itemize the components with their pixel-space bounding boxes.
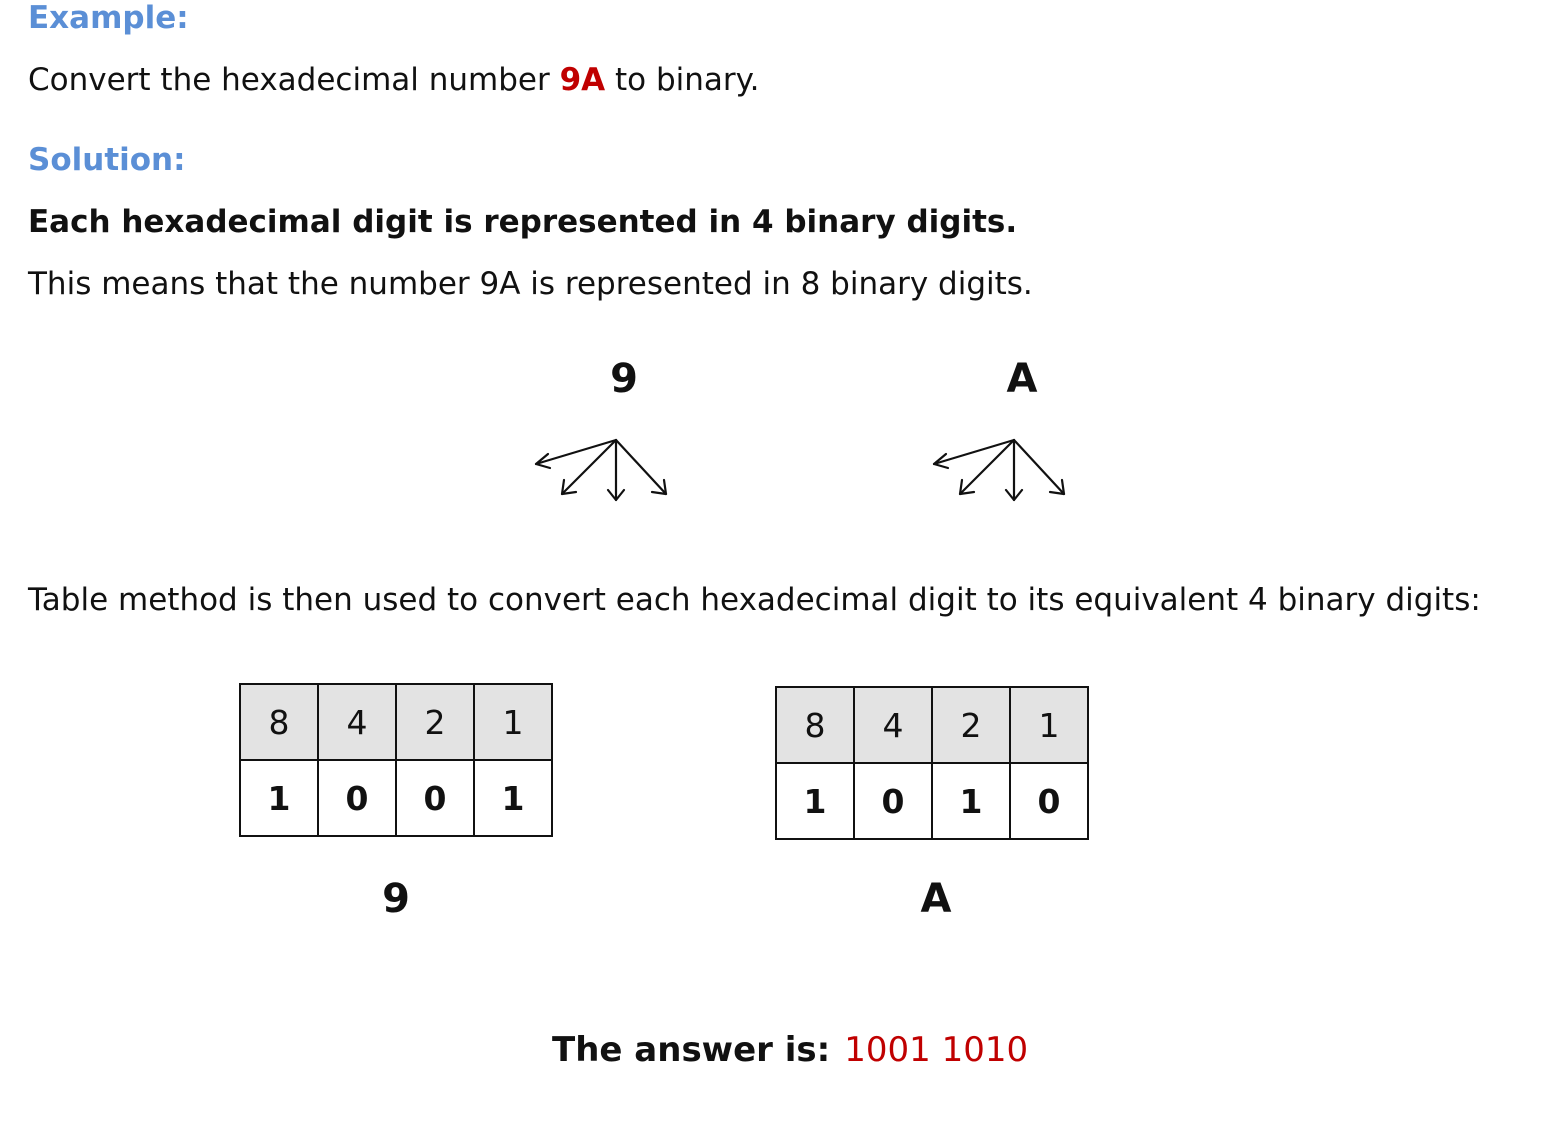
table-label-a: A	[920, 876, 952, 922]
split-arrows-icon	[528, 434, 678, 510]
answer-value: 1001 1010	[844, 1030, 1029, 1070]
table-intro-text: Table method is then used to convert each hexadecimal digit to its equivalent 4 binary digits:	[28, 582, 1481, 618]
question-number: 9A	[559, 62, 606, 98]
bit-cell: 0	[854, 763, 932, 839]
split-arrows-icon	[926, 434, 1076, 510]
answer-label: The answer is:	[552, 1030, 831, 1070]
weight-cell: 2	[396, 684, 474, 760]
question-text	[28, 62, 759, 98]
bit-cell: 1	[776, 763, 854, 839]
binary-table-9	[239, 683, 553, 837]
explanation-text: This means that the number 9A is represented in 8 binary digits.	[28, 266, 1033, 302]
weight-cell: 4	[318, 684, 396, 760]
weights-row	[240, 684, 552, 760]
solution-heading: Solution:	[28, 142, 186, 178]
binary-table-a	[775, 686, 1089, 840]
answer-line	[552, 1030, 1028, 1070]
table-label-9: 9	[382, 876, 410, 922]
bit-cell: 0	[318, 760, 396, 836]
bit-cell: 0	[396, 760, 474, 836]
question-prefix: Convert the hexadecimal number	[28, 62, 560, 98]
split-digit-9: 9	[610, 356, 638, 402]
bit-cell: 1	[474, 760, 552, 836]
example-heading: Example:	[28, 0, 189, 36]
weight-cell: 2	[932, 687, 1010, 763]
weight-cell: 1	[474, 684, 552, 760]
weight-cell: 8	[240, 684, 318, 760]
bit-cell: 1	[240, 760, 318, 836]
weight-cell: 1	[1010, 687, 1088, 763]
bit-cell: 1	[932, 763, 1010, 839]
bits-row	[240, 760, 552, 836]
rule-text: Each hexadecimal digit is represented in 4 binary digits.	[28, 204, 1018, 240]
weight-cell: 4	[854, 687, 932, 763]
weight-cell: 8	[776, 687, 854, 763]
question-suffix: to binary.	[605, 62, 760, 98]
split-digit-a: A	[1006, 356, 1038, 402]
bits-row	[776, 763, 1088, 839]
bit-cell: 0	[1010, 763, 1088, 839]
weights-row	[776, 687, 1088, 763]
